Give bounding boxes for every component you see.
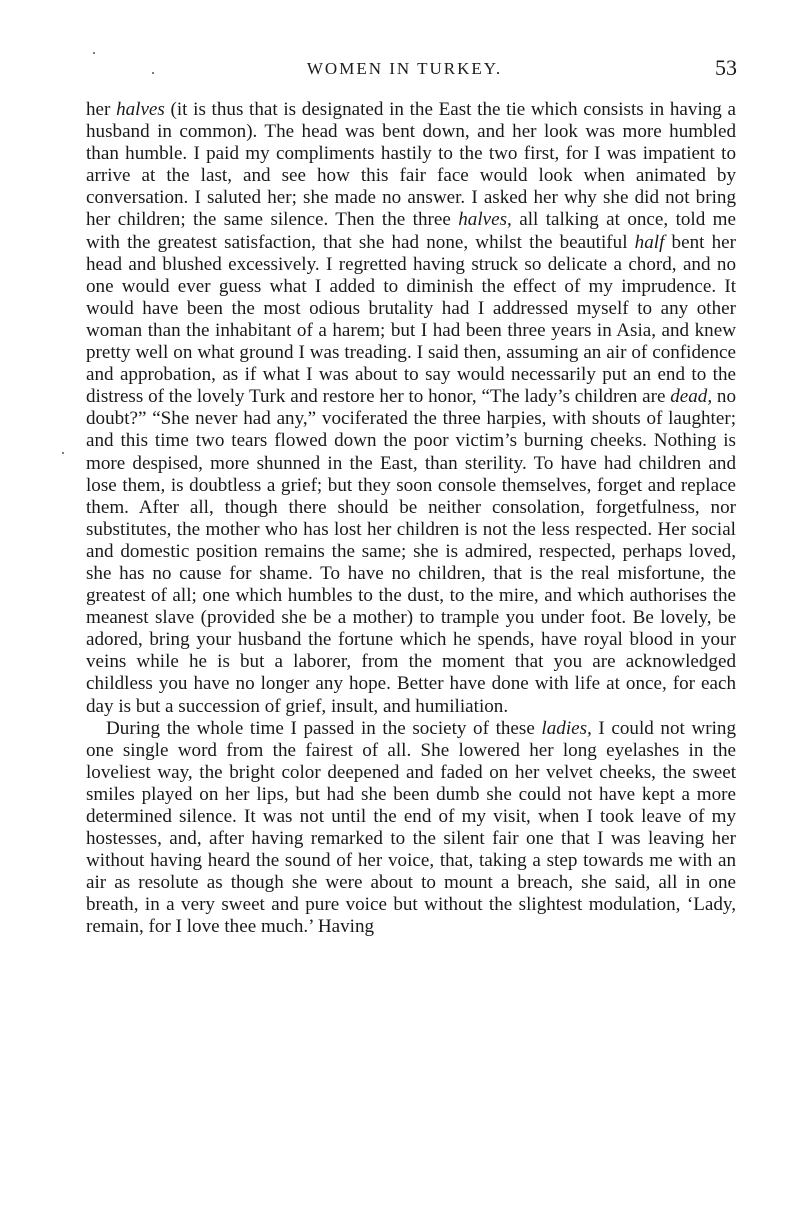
italic-term: ladies, [541,717,592,739]
paragraph-2 [86,718,736,939]
running-title: WOMEN IN TURKEY. [306,59,503,78]
text-run: (it is thus that is designated in the East the tie which consists in having a husband in common). The head was bent down, and her look was more humbled than humble. I paid my compliments hastily to the two first, for I was impatient to arrive at the last, and see how this fair face would look when animated by conversation. I saluted her; she made no answer. I asked her why she did not bring her children; the same silence. Then the three [86,99,736,231]
print-speck [62,452,64,454]
italic-term: halves [116,99,165,120]
text-run: no doubt?” “She never had any,” vociferated the three harpies, with shouts of laughter; and this time two tears flowed down the poor victim’s burning cheeks. Nothing is more despised, more shunned in the East, than sterility. To have had children and lose them, is doubtless a grief; but they soon console themselves, forget and replace them. After all, though there should be neither consolation, forgetfulness, nor substitutes, the mother who has lost her children is not the less respected. Her social and domestic position remains the same; she is admired, respected, perhaps loved, she has no cause for shame. To have no children, that is the real misfortune, the greatest of all; one which humbles to the dust, to the mire, and which authorises the meanest slave (provided she be a mother) to trample you under foot. Be lovely, be adored, bring your husband the fortune which he spends, have royal blood in your veins while he is but a laborer, from the moment that you are acknowledged childless you have no longer any hope. Better have done with life at once, for each day is but a succession of grief, insult, and humiliation. [86,386,736,717]
text-run: During the whole time I passed in the society of these [106,717,542,739]
body-text [86,99,736,939]
page-header [0,55,809,85]
page-number: 53 [715,55,737,80]
text-run: , all talking at once, told me with the greatest satisfaction, that she had none, whilst the beautiful [86,209,737,253]
text-run: bent her head and blushed excessively. I regretted having struck so delicate a chord, and no one would ever guess what I added to diminish the effect of my imprudence. It would have been the most odious brutality had I addressed myself to any other woman than the inhabitant of a harem; but I had been three years in Asia, and knew pretty well on what ground I was treading. I said then, assuming an air of confidence and approbation, as if what I was about to say would necessarily put an end to the distress of the lovely Turk and restore her to honor, “The lady’s children are [86,231,736,408]
italic-term: dead, [670,386,713,408]
italic-term: half [634,231,665,253]
italic-term: halves [458,209,508,231]
text-run: her [86,99,117,120]
print-speck [93,52,95,54]
paragraph-1 [86,99,736,718]
text-run: I could not wring one single word from the fairest of all. She lowered her long eyelashes in the loveliest way, the bright color deepened and faded on her velvet cheeks, the sweet smiles played on her lips, but had she been dumb she could not have kept a more determined silence. It was not until the end of my visit, when I took leave of my hostesses, and, after having remarked to the silent fair one that I was leaving her without having heard the sound of her voice, that, taking a step towards me with an air as resolute as though she were about to mount a breach, she said, all in one breath, in a very sweet and pure voice but without the slightest modulation, ‘Lady, remain, for I love thee much.’ Having [86,717,736,938]
